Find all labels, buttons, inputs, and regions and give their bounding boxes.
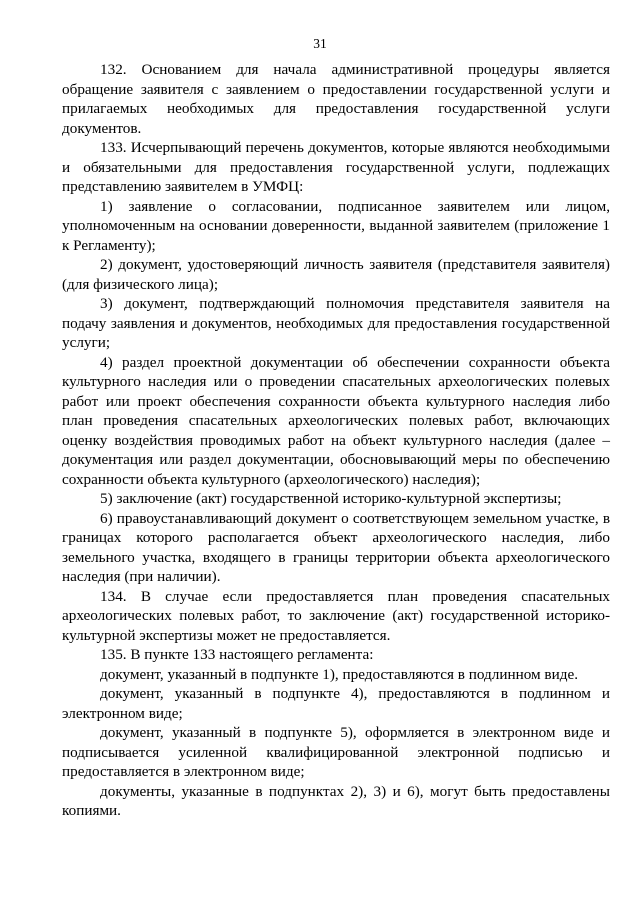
paragraph-132: 132. Основанием для начала административной процедуры является обращение заявителя с заявлением о предоставлении государственной услуги и прилагаемых необходимых для предоставления государственной услуги документов. <box>62 61 610 137</box>
paragraph-135-item-3: документ, указанный в подпункте 5), оформляется в электронном виде и подписывается усиленной квалифицированной электронной подписью и предоставляется в электронном виде; <box>62 724 610 780</box>
paragraph-135-item-4: документы, указанные в подпунктах 2), 3) и 6), могут быть предоставлены копиями. <box>62 782 610 819</box>
list-item-5: 5) заключение (акт) государственной историко-культурной экспертизы; <box>100 490 562 507</box>
paragraph-135-item-2: документ, указанный в подпункте 4), предоставляются в подлинном и электронном виде; <box>62 685 610 722</box>
list-item-1: 1) заявление о согласовании, подписанное заявителем или лицом, уполномоченным на основании доверенности, выданной заявителем (приложение 1 к Регламенту); <box>62 197 610 254</box>
paragraph-135: 135. В пункте 133 настоящего регламента: <box>100 646 374 663</box>
paragraph-135-item-1: документ, указанный в подпункте 1), предоставляются в подлинном виде. <box>100 665 578 683</box>
list-item-2: 2) документ, удостоверяющий личность заявителя (представителя заявителя) (для физического лица); <box>62 256 610 293</box>
document-body <box>62 60 610 821</box>
paragraph-133: 133. Исчерпывающий перечень документов, которые являются необходимыми и обязательными для предоставления государственной услуги, подлежащих представлению заявителем в УМФЦ: <box>62 139 610 195</box>
list-item-4: 4) раздел проектной документации об обеспечении сохранности объекта культурного наследия или о проведении спасательных археологических полевых работ или проект обеспечения сохранности объекта культурного наследия либо план проведения спасательных археологических полевых работ, включающих оценку воздействия проводимых работ на объект культурного наследия (далее – документация или раздел документации, обосновывающий меры по обеспечению сохранности объекта культурного (археологического) наследия); <box>62 353 610 488</box>
page-number: 31 <box>313 36 327 51</box>
list-item-3: 3) документ, подтверждающий полномочия представителя заявителя на подачу заявления и документов, необходимых для предоставления государственной услуги; <box>62 295 610 351</box>
list-item-6: 6) правоустанавливающий документ о соответствующем земельном участке, в границах которого располагается объект археологического наследия, либо земельного участка, входящего в границы территории объекта археологического наследия (при наличии). <box>62 509 610 585</box>
paragraph-134: 134. В случае если предоставляется план проведения спасательных археологических полевых работ, то заключение (акт) государственной историко-культурной экспертизы может не предоставляется. <box>62 587 610 644</box>
